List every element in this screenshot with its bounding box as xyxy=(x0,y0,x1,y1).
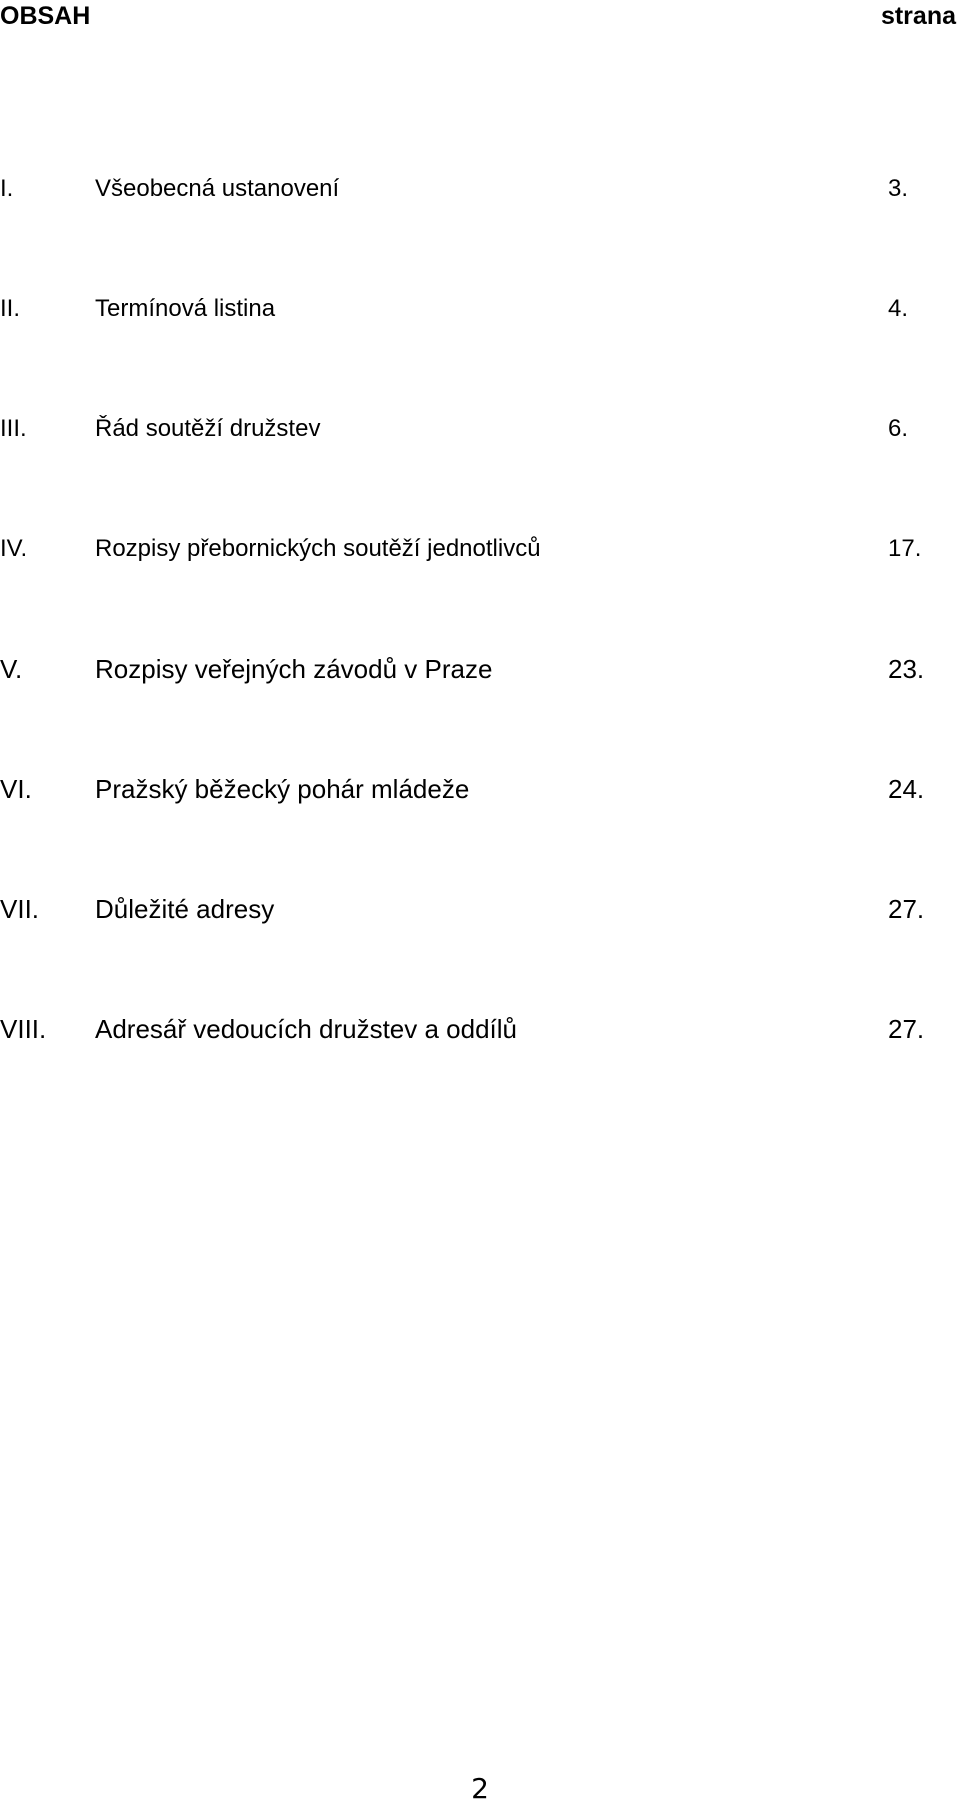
page-number: 2 xyxy=(471,1772,489,1805)
toc-entry[interactable] xyxy=(0,412,956,532)
toc-entry-page: 24. xyxy=(888,774,925,804)
toc-entry[interactable] xyxy=(0,292,956,412)
toc-entry-number: I. xyxy=(0,175,14,202)
toc-entry-page: 4. xyxy=(888,295,909,322)
toc-entry-title: Všeobecná ustanovení xyxy=(95,175,340,202)
toc-entry-number: III. xyxy=(0,415,27,442)
table-of-contents xyxy=(0,172,956,1132)
toc-entry-number: VIII. xyxy=(0,1014,47,1044)
toc-entry-page: 27. xyxy=(888,894,925,924)
toc-entry[interactable] xyxy=(0,772,956,892)
toc-entry-title: Pražský běžecký pohár mládeže xyxy=(95,774,470,804)
toc-entry-title: Termínová listina xyxy=(95,295,276,322)
toc-entry[interactable] xyxy=(0,532,956,652)
toc-entry[interactable] xyxy=(0,892,956,1012)
toc-entry[interactable] xyxy=(0,652,956,772)
toc-entry-title: Rozpisy veřejných závodů v Praze xyxy=(95,654,493,684)
toc-entry-title: Adresář vedoucích družstev a oddílů xyxy=(95,1014,518,1044)
toc-entry-title: Rozpisy přebornických soutěží jednotlivců xyxy=(95,535,541,562)
toc-entry-number: V. xyxy=(0,654,23,684)
toc-entry[interactable] xyxy=(0,172,956,292)
toc-entry[interactable] xyxy=(0,1012,956,1132)
page-column-label: strana xyxy=(880,2,956,30)
toc-entry-page: 23. xyxy=(888,654,925,684)
toc-entry-page: 6. xyxy=(888,415,909,442)
toc-entry-title: Důležité adresy xyxy=(95,894,275,924)
toc-entry-page: 17. xyxy=(888,535,922,562)
toc-entry-number: VI. xyxy=(0,774,32,804)
toc-entry-title: Řád soutěží družstev xyxy=(95,415,321,442)
page-header xyxy=(0,0,956,32)
toc-entry-page: 3. xyxy=(888,175,909,202)
toc-entry-page: 27. xyxy=(888,1014,925,1044)
toc-entry-number: IV. xyxy=(0,535,28,562)
toc-entry-number: VII. xyxy=(0,894,40,924)
toc-entry-number: II. xyxy=(0,295,21,322)
toc-heading: OBSAH xyxy=(0,2,91,30)
